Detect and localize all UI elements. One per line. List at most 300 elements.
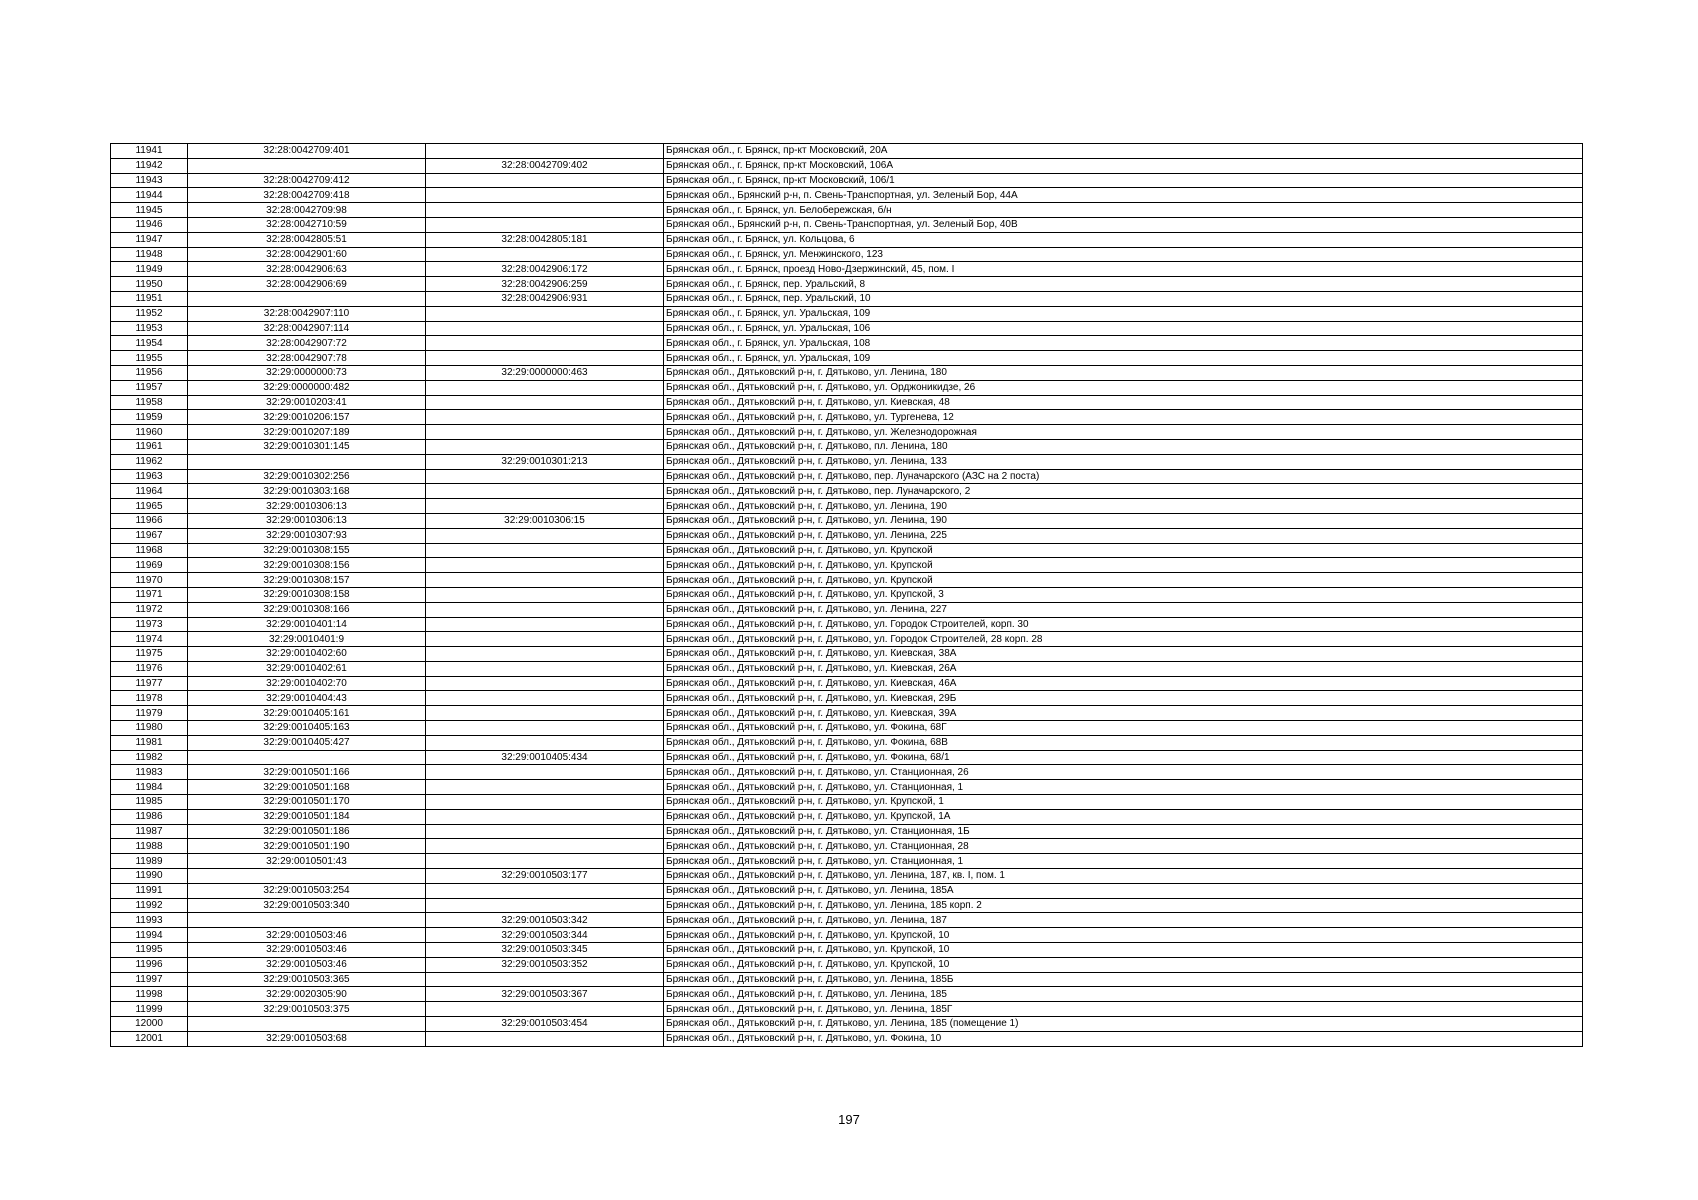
row-number-cell: 11959 [111,410,188,425]
cadastral-number-cell [188,158,426,173]
table-row [111,943,1583,958]
linked-cadastral-number-cell [426,1002,664,1017]
row-number-cell: 11970 [111,573,188,588]
table-row [111,395,1583,410]
address-cell: Брянская обл., Дятьковский р-н, г. Дятьково, пер. Луначарского, 2 [664,484,1583,499]
cadastral-number-cell [188,913,426,928]
row-number-cell: 11992 [111,898,188,913]
linked-cadastral-number-cell: 32:28:0042906:172 [426,262,664,277]
table-row [111,661,1583,676]
linked-cadastral-number-cell [426,247,664,262]
cadastral-number-cell: 32:29:0010503:46 [188,943,426,958]
table-row [111,321,1583,336]
cadastral-number-cell: 32:29:0010308:155 [188,543,426,558]
linked-cadastral-number-cell [426,469,664,484]
cadastral-number-cell: 32:28:0042709:412 [188,173,426,188]
row-number-cell: 11949 [111,262,188,277]
address-cell: Брянская обл., Дятьковский р-н, г. Дятьково, ул. Киевская, 26А [664,661,1583,676]
linked-cadastral-number-cell [426,706,664,721]
table-row [111,573,1583,588]
address-cell: Брянская обл., Дятьковский р-н, г. Дятьково, ул. Фокина, 68/1 [664,750,1583,765]
address-cell: Брянская обл., Дятьковский р-н, г. Дятьково, ул. Крупской, 10 [664,957,1583,972]
cadastral-number-cell: 32:29:0010303:168 [188,484,426,499]
linked-cadastral-number-cell [426,410,664,425]
cadastral-number-cell: 32:29:0010501:190 [188,839,426,854]
linked-cadastral-number-cell [426,661,664,676]
address-cell: Брянская обл., г. Брянск, пр-кт Московский, 106А [664,158,1583,173]
linked-cadastral-number-cell [426,602,664,617]
cadastral-number-cell: 32:29:0010503:254 [188,883,426,898]
table-row [111,1017,1583,1032]
linked-cadastral-number-cell [426,765,664,780]
cadastral-number-cell: 32:28:0042709:401 [188,144,426,159]
address-cell: Брянская обл., Дятьковский р-н, г. Дятьково, ул. Ленина, 185Г [664,1002,1583,1017]
table-row [111,499,1583,514]
row-number-cell: 11977 [111,676,188,691]
address-cell: Брянская обл., Дятьковский р-н, г. Дятьково, ул. Крупской [664,573,1583,588]
linked-cadastral-number-cell [426,1031,664,1046]
cadastral-number-cell: 32:29:0010308:166 [188,602,426,617]
address-cell: Брянская обл., Брянский р-н, п. Свень-Транспортная, ул. Зеленый Бор, 44А [664,188,1583,203]
linked-cadastral-number-cell [426,676,664,691]
cadastral-number-cell [188,869,426,884]
row-number-cell: 11982 [111,750,188,765]
row-number-cell: 11991 [111,883,188,898]
table-row [111,780,1583,795]
address-cell: Брянская обл., Дятьковский р-н, г. Дятьково, ул. Фокина, 10 [664,1031,1583,1046]
table-row [111,232,1583,247]
row-number-cell: 11962 [111,454,188,469]
row-number-cell: 11961 [111,439,188,454]
table-row [111,750,1583,765]
table-row [111,647,1583,662]
address-cell: Брянская обл., Дятьковский р-н, г. Дятьково, ул. Ленина, 133 [664,454,1583,469]
row-number-cell: 11960 [111,425,188,440]
address-cell: Брянская обл., Дятьковский р-н, г. Дятьково, ул. Городок Строителей, 28 корп. 28 [664,632,1583,647]
linked-cadastral-number-cell [426,839,664,854]
row-number-cell: 11972 [111,602,188,617]
linked-cadastral-number-cell: 32:29:0010503:342 [426,913,664,928]
row-number-cell: 11971 [111,587,188,602]
table-row [111,928,1583,943]
linked-cadastral-number-cell [426,795,664,810]
address-cell: Брянская обл., г. Брянск, ул. Кольцова, 6 [664,232,1583,247]
table-row [111,351,1583,366]
linked-cadastral-number-cell: 32:28:0042709:402 [426,158,664,173]
row-number-cell: 11980 [111,721,188,736]
row-number-cell: 11964 [111,484,188,499]
address-cell: Брянская обл., Дятьковский р-н, г. Дятьково, ул. Крупской, 10 [664,928,1583,943]
cadastral-number-cell: 32:28:0042907:78 [188,351,426,366]
linked-cadastral-number-cell [426,854,664,869]
table-row [111,587,1583,602]
linked-cadastral-number-cell: 32:29:0010405:434 [426,750,664,765]
address-cell: Брянская обл., Дятьковский р-н, г. Дятьково, ул. Киевская, 29Б [664,691,1583,706]
cadastral-number-cell: 32:29:0010405:163 [188,721,426,736]
linked-cadastral-number-cell [426,484,664,499]
address-cell: Брянская обл., Дятьковский р-н, г. Дятьково, ул. Крупской, 1 [664,795,1583,810]
linked-cadastral-number-cell [426,617,664,632]
linked-cadastral-number-cell [426,144,664,159]
linked-cadastral-number-cell: 32:29:0010503:345 [426,943,664,958]
row-number-cell: 11978 [111,691,188,706]
row-number-cell: 11988 [111,839,188,854]
cadastral-number-cell: 32:29:0010401:14 [188,617,426,632]
address-cell: Брянская обл., г. Брянск, пер. Уральский, 10 [664,291,1583,306]
cadastral-number-cell: 32:28:0042907:110 [188,306,426,321]
cadastral-number-cell [188,454,426,469]
address-cell: Брянская обл., г. Брянск, ул. Уральская, 109 [664,351,1583,366]
address-cell: Брянская обл., г. Брянск, пр-кт Московский, 20А [664,144,1583,159]
row-number-cell: 11963 [111,469,188,484]
address-cell: Брянская обл., Дятьковский р-н, г. Дятьково, ул. Фокина, 68В [664,735,1583,750]
cadastral-number-cell: 32:29:0010501:166 [188,765,426,780]
cadastral-number-cell: 32:29:0010501:186 [188,824,426,839]
linked-cadastral-number-cell [426,883,664,898]
cadastral-number-cell: 32:29:0010405:427 [188,735,426,750]
linked-cadastral-number-cell [426,380,664,395]
table-row [111,439,1583,454]
linked-cadastral-number-cell [426,336,664,351]
linked-cadastral-number-cell [426,721,664,736]
table-row [111,957,1583,972]
cadastral-number-cell: 32:29:0010404:43 [188,691,426,706]
cadastral-number-cell: 32:29:0010501:168 [188,780,426,795]
row-number-cell: 11976 [111,661,188,676]
linked-cadastral-number-cell: 32:29:0010503:344 [426,928,664,943]
linked-cadastral-number-cell [426,824,664,839]
table-row [111,617,1583,632]
linked-cadastral-number-cell [426,543,664,558]
table-row [111,144,1583,159]
address-cell: Брянская обл., Дятьковский р-н, г. Дятьково, ул. Ленина, 185Б [664,972,1583,987]
row-number-cell: 11942 [111,158,188,173]
row-number-cell: 11981 [111,735,188,750]
linked-cadastral-number-cell: 32:28:0042906:931 [426,291,664,306]
table-row [111,217,1583,232]
address-cell: Брянская обл., Дятьковский р-н, г. Дятьково, ул. Ленина, 185А [664,883,1583,898]
row-number-cell: 11968 [111,543,188,558]
cadastral-number-cell: 32:28:0042710:59 [188,217,426,232]
table-row [111,809,1583,824]
cadastral-number-cell: 32:29:0010307:93 [188,528,426,543]
table-row [111,277,1583,292]
linked-cadastral-number-cell: 32:28:0042906:259 [426,277,664,292]
table-row [111,898,1583,913]
address-cell: Брянская обл., Дятьковский р-н, г. Дятьково, ул. Станционная, 1 [664,854,1583,869]
row-number-cell: 11974 [111,632,188,647]
table-row [111,484,1583,499]
address-cell: Брянская обл., Дятьковский р-н, г. Дятьково, ул. Фокина, 68Г [664,721,1583,736]
table-row [111,336,1583,351]
address-cell: Брянская обл., Дятьковский р-н, г. Дятьково, ул. Станционная, 28 [664,839,1583,854]
address-cell: Брянская обл., Дятьковский р-н, г. Дятьково, ул. Станционная, 1 [664,780,1583,795]
address-cell: Брянская обл., Дятьковский р-н, г. Дятьково, ул. Крупской [664,558,1583,573]
row-number-cell: 11973 [111,617,188,632]
row-number-cell: 11990 [111,869,188,884]
table-row [111,721,1583,736]
row-number-cell: 11954 [111,336,188,351]
cadastral-number-cell: 32:29:0010503:68 [188,1031,426,1046]
row-number-cell: 11984 [111,780,188,795]
table-row [111,365,1583,380]
address-cell: Брянская обл., Дятьковский р-н, г. Дятьково, ул. Ленина, 190 [664,499,1583,514]
row-number-cell: 11986 [111,809,188,824]
address-cell: Брянская обл., г. Брянск, пр-кт Московский, 106/1 [664,173,1583,188]
address-cell: Брянская обл., г. Брянск, ул. Уральская, 106 [664,321,1583,336]
row-number-cell: 11965 [111,499,188,514]
table-row [111,528,1583,543]
row-number-cell: 11943 [111,173,188,188]
address-cell: Брянская обл., Дятьковский р-н, г. Дятьково, ул. Ленина, 187, кв. I, пом. 1 [664,869,1583,884]
linked-cadastral-number-cell: 32:29:0010306:15 [426,513,664,528]
cadastral-number-cell: 32:28:0042906:63 [188,262,426,277]
linked-cadastral-number-cell: 32:29:0010503:352 [426,957,664,972]
linked-cadastral-number-cell [426,898,664,913]
cadastral-number-cell: 32:28:0042901:60 [188,247,426,262]
row-number-cell: 11950 [111,277,188,292]
row-number-cell: 11983 [111,765,188,780]
linked-cadastral-number-cell: 32:28:0042805:181 [426,232,664,247]
linked-cadastral-number-cell [426,558,664,573]
address-cell: Брянская обл., Дятьковский р-н, г. Дятьково, ул. Ленина, 190 [664,513,1583,528]
cadastral-number-cell: 32:29:0010308:157 [188,573,426,588]
row-number-cell: 11946 [111,217,188,232]
row-number-cell: 12000 [111,1017,188,1032]
registry-table [110,143,1583,1047]
cadastral-number-cell: 32:29:0010308:158 [188,587,426,602]
table-row [111,883,1583,898]
linked-cadastral-number-cell [426,735,664,750]
address-cell: Брянская обл., Дятьковский р-н, г. Дятьково, ул. Киевская, 48 [664,395,1583,410]
row-number-cell: 11998 [111,987,188,1002]
table-row [111,972,1583,987]
cadastral-number-cell: 32:29:0010503:46 [188,957,426,972]
row-number-cell: 11945 [111,203,188,218]
table-row [111,173,1583,188]
linked-cadastral-number-cell [426,647,664,662]
row-number-cell: 11944 [111,188,188,203]
row-number-cell: 11966 [111,513,188,528]
address-cell: Брянская обл., Дятьковский р-н, г. Дятьково, ул. Ленина, 227 [664,602,1583,617]
cadastral-number-cell: 32:29:0010308:156 [188,558,426,573]
address-cell: Брянская обл., Дятьковский р-н, г. Дятьково, ул. Ленина, 180 [664,365,1583,380]
cadastral-number-cell: 32:28:0042907:114 [188,321,426,336]
row-number-cell: 11997 [111,972,188,987]
linked-cadastral-number-cell [426,395,664,410]
row-number-cell: 11995 [111,943,188,958]
cadastral-number-cell: 32:28:0042805:51 [188,232,426,247]
cadastral-number-cell: 32:29:0010302:256 [188,469,426,484]
address-cell: Брянская обл., Дятьковский р-н, г. Дятьково, ул. Крупской, 1А [664,809,1583,824]
table-row [111,380,1583,395]
cadastral-number-cell: 32:29:0010306:13 [188,513,426,528]
table-row [111,735,1583,750]
row-number-cell: 11941 [111,144,188,159]
cadastral-number-cell: 32:28:0042709:418 [188,188,426,203]
address-cell: Брянская обл., г. Брянск, пер. Уральский, 8 [664,277,1583,292]
table-row [111,632,1583,647]
row-number-cell: 11996 [111,957,188,972]
address-cell: Брянская обл., Дятьковский р-н, г. Дятьково, ул. Крупской, 10 [664,943,1583,958]
table-row [111,1031,1583,1046]
linked-cadastral-number-cell: 32:29:0010503:454 [426,1017,664,1032]
address-cell: Брянская обл., Дятьковский р-н, г. Дятьково, ул. Тургенева, 12 [664,410,1583,425]
table-row [111,158,1583,173]
table-row [111,513,1583,528]
linked-cadastral-number-cell [426,780,664,795]
table-row [111,691,1583,706]
row-number-cell: 11969 [111,558,188,573]
row-number-cell: 11987 [111,824,188,839]
linked-cadastral-number-cell [426,351,664,366]
address-cell: Брянская обл., Дятьковский р-н, г. Дятьково, ул. Киевская, 38А [664,647,1583,662]
linked-cadastral-number-cell: 32:29:0010301:213 [426,454,664,469]
address-cell: Брянская обл., Дятьковский р-н, г. Дятьково, ул. Ленина, 187 [664,913,1583,928]
address-cell: Брянская обл., Дятьковский р-н, г. Дятьково, ул. Крупской [664,543,1583,558]
table-row [111,543,1583,558]
row-number-cell: 11955 [111,351,188,366]
table-row [111,1002,1583,1017]
cadastral-number-cell: 32:29:0010405:161 [188,706,426,721]
cadastral-number-cell: 32:28:0042907:72 [188,336,426,351]
cadastral-number-cell: 32:29:0020305:90 [188,987,426,1002]
table-row [111,469,1583,484]
table-row [111,188,1583,203]
address-cell: Брянская обл., Дятьковский р-н, г. Дятьково, ул. Станционная, 1Б [664,824,1583,839]
row-number-cell: 11947 [111,232,188,247]
cadastral-number-cell: 32:29:0010203:41 [188,395,426,410]
address-cell: Брянская обл., Дятьковский р-н, г. Дятьково, ул. Орджоникидзе, 26 [664,380,1583,395]
linked-cadastral-number-cell [426,188,664,203]
table-row [111,824,1583,839]
address-cell: Брянская обл., Дятьковский р-н, г. Дятьково, ул. Крупской, 3 [664,587,1583,602]
linked-cadastral-number-cell [426,691,664,706]
row-number-cell: 11952 [111,306,188,321]
table-row [111,454,1583,469]
cadastral-number-cell: 32:29:0010503:375 [188,1002,426,1017]
address-cell: Брянская обл., г. Брянск, ул. Уральская, 109 [664,306,1583,321]
row-number-cell: 11994 [111,928,188,943]
linked-cadastral-number-cell: 32:29:0000000:463 [426,365,664,380]
address-cell: Брянская обл., Дятьковский р-н, г. Дятьково, ул. Киевская, 46А [664,676,1583,691]
table-row [111,795,1583,810]
row-number-cell: 11956 [111,365,188,380]
table-row [111,765,1583,780]
linked-cadastral-number-cell [426,587,664,602]
cadastral-number-cell: 32:28:0042709:98 [188,203,426,218]
cadastral-number-cell: 32:29:0010503:340 [188,898,426,913]
cadastral-number-cell: 32:29:0010306:13 [188,499,426,514]
row-number-cell: 11953 [111,321,188,336]
cadastral-number-cell: 32:29:0000000:482 [188,380,426,395]
row-number-cell: 11948 [111,247,188,262]
linked-cadastral-number-cell: 32:29:0010503:367 [426,987,664,1002]
linked-cadastral-number-cell [426,439,664,454]
table-row [111,706,1583,721]
address-cell: Брянская обл., г. Брянск, ул. Менжинского, 123 [664,247,1583,262]
linked-cadastral-number-cell [426,173,664,188]
cadastral-number-cell: 32:29:0010501:184 [188,809,426,824]
table-row [111,410,1583,425]
linked-cadastral-number-cell [426,321,664,336]
linked-cadastral-number-cell [426,809,664,824]
row-number-cell: 11958 [111,395,188,410]
address-cell: Брянская обл., Дятьковский р-н, г. Дятьково, ул. Ленина, 185 [664,987,1583,1002]
table-row [111,913,1583,928]
address-cell: Брянская обл., г. Брянск, ул. Белобережская, б/н [664,203,1583,218]
cadastral-number-cell [188,291,426,306]
linked-cadastral-number-cell [426,632,664,647]
address-cell: Брянская обл., г. Брянск, проезд Ново-Дзержинский, 45, пом. I [664,262,1583,277]
cadastral-number-cell: 32:29:0010503:46 [188,928,426,943]
address-cell: Брянская обл., Брянский р-н, п. Свень-Транспортная, ул. Зеленый Бор, 40В [664,217,1583,232]
row-number-cell: 11957 [111,380,188,395]
cadastral-number-cell: 32:29:0010206:157 [188,410,426,425]
address-cell: Брянская обл., Дятьковский р-н, г. Дятьково, ул. Станционная, 26 [664,765,1583,780]
row-number-cell: 11993 [111,913,188,928]
page-number: 197 [838,1112,860,1127]
row-number-cell: 12001 [111,1031,188,1046]
table-row [111,558,1583,573]
row-number-cell: 11985 [111,795,188,810]
table-row [111,676,1583,691]
address-cell: Брянская обл., Дятьковский р-н, г. Дятьково, ул. Городок Строителей, корп. 30 [664,617,1583,632]
table-row [111,987,1583,1002]
table-row [111,203,1583,218]
linked-cadastral-number-cell [426,203,664,218]
table-row [111,602,1583,617]
row-number-cell: 11951 [111,291,188,306]
cadastral-number-cell: 32:29:0010402:70 [188,676,426,691]
address-cell: Брянская обл., г. Брянск, ул. Уральская, 108 [664,336,1583,351]
row-number-cell: 11989 [111,854,188,869]
table-row [111,247,1583,262]
table-row [111,306,1583,321]
row-number-cell: 11999 [111,1002,188,1017]
table-row [111,425,1583,440]
linked-cadastral-number-cell [426,217,664,232]
cadastral-number-cell [188,750,426,765]
linked-cadastral-number-cell [426,573,664,588]
address-cell: Брянская обл., Дятьковский р-н, г. Дятьково, ул. Ленина, 185 (помещение 1) [664,1017,1583,1032]
address-cell: Брянская обл., Дятьковский р-н, г. Дятьково, ул. Железнодорожная [664,425,1583,440]
linked-cadastral-number-cell [426,425,664,440]
cadastral-number-cell: 32:29:0010402:60 [188,647,426,662]
cadastral-number-cell: 32:29:0010207:189 [188,425,426,440]
address-cell: Брянская обл., Дятьковский р-н, г. Дятьково, ул. Ленина, 185 корп. 2 [664,898,1583,913]
cadastral-number-cell: 32:29:0010501:43 [188,854,426,869]
cadastral-number-cell: 32:29:0010401:9 [188,632,426,647]
table-row [111,854,1583,869]
linked-cadastral-number-cell [426,972,664,987]
address-cell: Брянская обл., Дятьковский р-н, г. Дятьково, ул. Киевская, 39А [664,706,1583,721]
table-row [111,262,1583,277]
linked-cadastral-number-cell [426,528,664,543]
registry-table-body [111,144,1583,1047]
address-cell: Брянская обл., Дятьковский р-н, г. Дятьково, ул. Ленина, 225 [664,528,1583,543]
row-number-cell: 11967 [111,528,188,543]
cadastral-number-cell: 32:29:0010501:170 [188,795,426,810]
linked-cadastral-number-cell [426,499,664,514]
linked-cadastral-number-cell [426,306,664,321]
address-cell: Брянская обл., Дятьковский р-н, г. Дятьково, пер. Луначарского (АЗС на 2 поста) [664,469,1583,484]
table-row [111,291,1583,306]
address-cell: Брянская обл., Дятьковский р-н, г. Дятьково, пл. Ленина, 180 [664,439,1583,454]
table-row [111,869,1583,884]
row-number-cell: 11979 [111,706,188,721]
row-number-cell: 11975 [111,647,188,662]
